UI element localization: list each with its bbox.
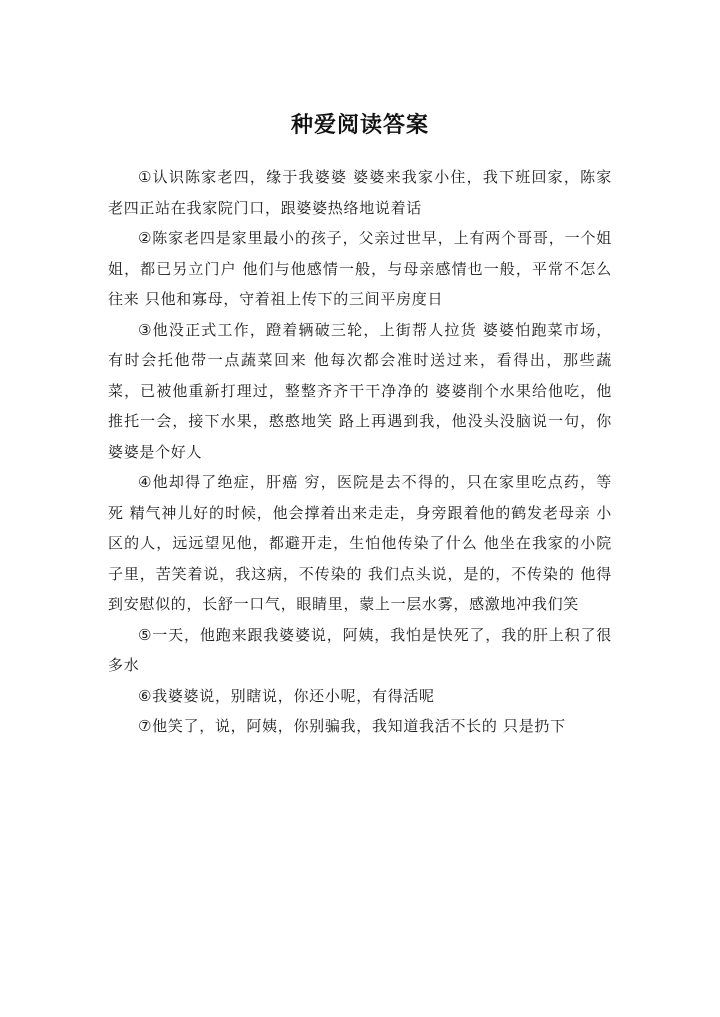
page-title: 种爱阅读答案 (290, 112, 429, 138)
paragraph-3: ③他没正式工作，蹬着辆破三轮，上街帮人拉货 婆婆怕跑菜市场，有时会托他带一点蔬菜回来 他每次都会准时送过来，看得出，那些蔬菜，已被他重新打理过，整整齐齐干干净净的 婆婆削个水果给他吃，他推托一会，接下水果，憨憨地笑 路上再遇到我，他没头没脑说一句，你婆婆是个好人 (108, 320, 612, 461)
paragraph-4: ④他却得了绝症，肝癌 穷，医院是去不得的，只在家里吃点药，等死 精气神儿好的时候，他会撑着出来走走，身旁跟着他的鹤发老母亲 小区的人，远远望见他，都避开走，生怕他传染了什么 他坐在我家的小院子里，苦笑着说，我这病，不传染的 我们点头说，是的，不传染的 他得到安慰似的，长舒一口气，眼睛里，蒙上一层水雾，感激地冲我们笑 (108, 473, 612, 613)
paragraph-7: ⑦他笑了，说，阿姨，你别骗我，我知道我活不长的 只是扔下 (138, 717, 566, 735)
paragraph-5: ⑤一天，他跑来跟我婆婆说，阿姨，我怕是快死了，我的肝上积了很多水 (108, 625, 612, 674)
paragraph-1: ①认识陈家老四，缘于我婆婆 婆婆来我家小住，我下班回家，陈家老四正站在我家院门口，跟婆婆热络地说着话 (108, 168, 612, 217)
document-body (108, 162, 612, 742)
paragraph-6: ⑥我婆婆说，别瞎说，你还小呢，有得活呢 (138, 686, 435, 705)
paragraph-2: ②陈家老四是家里最小的孩子，父亲过世早，上有两个哥哥，一个姐姐，都已另立门户 他们与他感情一般，与母亲感情也一般，平常不怎么往来 只他和寡母，守着祖上传下的三间平房度日 (108, 229, 612, 308)
